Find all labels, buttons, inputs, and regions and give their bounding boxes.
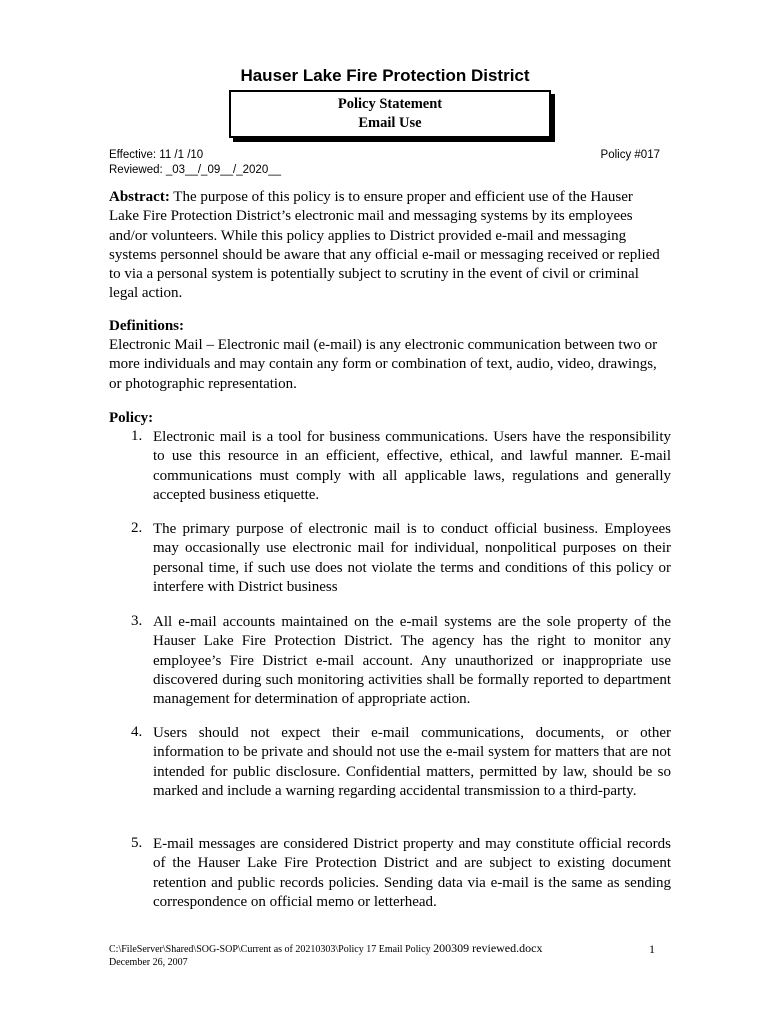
policy-number: Policy #017 — [600, 149, 660, 161]
effective-date: Effective: 11 /1 /10 — [109, 149, 204, 161]
statement-heading: Policy Statement — [337, 96, 443, 112]
footer-path-prefix: C:\FileServer\Shared\SOG-SOP\Current as of 20210303\Policy 17 Email Policy — [109, 944, 434, 955]
abstract-paragraph — [109, 188, 662, 304]
organization-title: Hauser Lake Fire Protection District — [240, 66, 530, 85]
reviewed-date: Reviewed: _03__/_09__/_2020__ — [109, 164, 282, 176]
definitions-text: Electronic Mail – Electronic mail (e-mail) is any electronic communication between two or more individuals and may contain any form or combination of text, audio, video, drawings, or photographic representation. — [109, 337, 658, 392]
policy-heading: Policy: — [109, 410, 154, 426]
policy-item-number: 3. — [131, 613, 143, 629]
policy-item-text: Users should not expect their e-mail communications, documents, or other information to be private and should not use the e-mail system for matters that are not intended for public disclosure. Confidential matters, permitted by law, should be so marked and include a warning regarding accidental transmission to a third-party. — [153, 725, 671, 799]
policy-item-text: Electronic mail is a tool for business communications. Users have the responsibility to use this resource in an efficient, effective, ethical, and lawful manner. E-mail communications must comply with all applicable laws, regulations and generally accepted business etiquette. — [153, 429, 671, 503]
definitions-heading: Definitions: — [109, 318, 184, 334]
policy-item-text: The primary purpose of electronic mail is to conduct official business. Employees may occasionally use electronic mail for individual, nonpolitical purposes on their personal time, if such use does not violate the terms and conditions of this policy or interfere with District business — [153, 521, 671, 595]
policy-item-number: 4. — [131, 724, 143, 740]
abstract-text: The purpose of this policy is to ensure proper and efficient use of the Hauser Lake Fire Protection District’s electronic mail and messaging systems by its employees and/or volunteers. While this policy applies to District provided e-mail and messaging systems personnel should be aware that any official e-mail or messaging received or replied to via a personal system is potentially subject to scrutiny in the event of civil or criminal legal action. — [109, 189, 660, 302]
footer-date: December 26, 2007 — [109, 957, 188, 968]
abstract-label: Abstract: — [109, 189, 170, 205]
policy-item-number: 2. — [131, 520, 143, 536]
footer-file-path — [109, 941, 579, 956]
policy-item-text: All e-mail accounts maintained on the e-mail systems are the sole property of the Hauser Lake Fire Protection District. The agency has the right to monitor any employee’s Fire District e-mail account. Any unauthorized or inappropriate use discovered during such monitoring activities shall be formally reported to department management for determination of appropriate action. — [153, 614, 671, 708]
policy-statement-box — [229, 90, 551, 138]
footer-path-filename: 200309 reviewed.docx — [433, 941, 543, 955]
page-number: 1 — [649, 942, 655, 956]
policy-item-text: E-mail messages are considered District property and may constitute official records of the Hauser Lake Fire Protection District and are subject to existing document retention and public records policies. Sending data via e-mail is the same as sending correspondence on official memo or letterhead. — [153, 836, 671, 910]
policy-item-number: 1. — [131, 428, 143, 444]
statement-subject: Email Use — [358, 115, 422, 131]
policy-item-number: 5. — [131, 835, 143, 851]
